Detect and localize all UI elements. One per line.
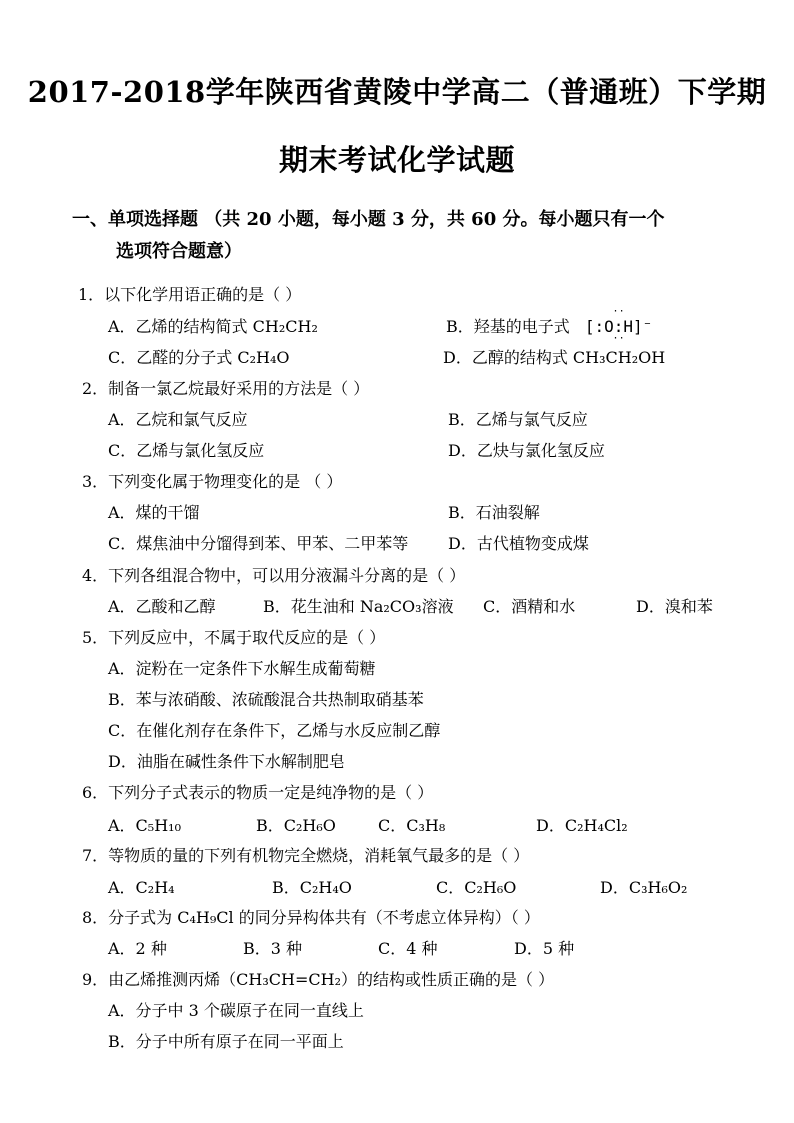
q7-option-d: D．C₃H₆O₂ <box>600 878 688 897</box>
q8-stem: 8．分子式为 C₄H₉Cl 的同分异构体共有（不考虑立体异构）（ ） <box>82 908 540 927</box>
q9-stem: 9．由乙烯推测丙烯（CH₃CH=CH₂）的结构或性质正确的是（ ） <box>82 970 555 989</box>
q4-option-c: C．酒精和水 <box>483 597 576 616</box>
q5-stem: 5．下列反应中，不属于取代反应的是（ ） <box>82 628 386 647</box>
q7-stem: 7．等物质的量的下列有机物完全燃烧，消耗氧气最多的是（ ） <box>82 846 530 865</box>
exam-title-line2: 期末考试化学试题 <box>278 143 515 177</box>
q4-option-b: B．花生油和 Na₂CO₃溶液 <box>263 597 454 616</box>
q9-option-b: B．分子中所有原子在同一平面上 <box>108 1032 344 1051</box>
q5-option-a: A．淀粉在一定条件下水解生成葡萄糖 <box>108 659 376 678</box>
q6-stem: 6．下列分子式表示的物质一定是纯净物的是（ ） <box>82 783 434 802</box>
q2-stem: 2．制备一氯乙烷最好采用的方法是（ ） <box>82 379 370 398</box>
q3-option-b: B．石油裂解 <box>448 503 540 522</box>
q4-stem: 4．下列各组混合物中，可以用分液漏斗分离的是（ ） <box>82 566 466 585</box>
q3-option-a: A．煤的干馏 <box>108 503 200 522</box>
q5-option-c: C．在催化剂存在条件下，乙烯与水反应制乙醇 <box>108 721 441 740</box>
q6-option-d: D．C₂H₄Cl₂ <box>536 816 628 835</box>
q1-option-c: C．乙醛的分子式 C₂H₄O <box>108 348 290 367</box>
section-heading <box>72 204 732 268</box>
q3-option-c: C．煤焦油中分馏得到苯、甲苯、二甲苯等 <box>108 534 409 553</box>
q9-option-a: A．分子中 3 个碳原子在同一直线上 <box>108 1001 364 1020</box>
q3-stem: 3．下列变化属于物理变化的是 （ ） <box>82 472 343 491</box>
q1-option-d: D．乙醇的结构式 CH₃CH₂OH <box>443 348 666 367</box>
q2-option-c: C．乙烯与氯化氢反应 <box>108 441 265 460</box>
lewis-dots-bottom: ·· <box>612 333 625 344</box>
q3-option-d: D．古代植物变成煤 <box>448 534 589 553</box>
q4-option-d: D．溴和苯 <box>636 597 713 616</box>
q7-option-a: A．C₂H₄ <box>108 878 175 897</box>
q8-option-b: B．3 种 <box>243 939 303 958</box>
section-heading-line1: 一、单项选择题 （共 20 小题，每小题 3 分，共 60 分。每小题只有一个 <box>72 209 665 230</box>
section-heading-line2: 选项符合题意） <box>116 241 242 262</box>
q6-option-a: A．C₅H₁₀ <box>108 816 181 835</box>
hydroxyl-electron-formula <box>584 306 653 344</box>
q1-option-a: A．乙烯的结构简式 CH₂CH₂ <box>108 317 318 336</box>
q6-option-c: C．C₃H₈ <box>378 816 446 835</box>
exam-title-line1: 2017-2018学年陕西省黄陵中学高二（普通班）下学期 <box>27 75 767 109</box>
q2-option-a: A．乙烷和氯气反应 <box>108 410 248 429</box>
lewis-formula: [:O:H]⁻ <box>584 317 653 336</box>
q2-option-b: B．乙烯与氯气反应 <box>448 410 588 429</box>
lewis-dots-top: ·· <box>612 306 625 317</box>
q4-option-a: A．乙酸和乙醇 <box>108 597 216 616</box>
q7-option-c: C．C₂H₆O <box>436 878 517 897</box>
q7-option-b: B．C₂H₄O <box>272 878 352 897</box>
q1-stem: 1．以下化学用语正确的是（ ） <box>78 285 302 304</box>
q1-option-b-label: B．羟基的电子式 <box>446 317 570 336</box>
q2-option-d: D．乙炔与氯化氢反应 <box>448 441 605 460</box>
q1-option-b <box>446 306 653 344</box>
q6-option-b: B．C₂H₆O <box>256 816 336 835</box>
q8-option-c: C．4 种 <box>378 939 438 958</box>
q5-option-d: D．油脂在碱性条件下水解制肥皂 <box>108 752 345 771</box>
q8-option-a: A．2 种 <box>108 939 167 958</box>
q5-option-b: B．苯与浓硝酸、浓硫酸混合共热制取硝基苯 <box>108 690 424 709</box>
q8-option-d: D．5 种 <box>514 939 575 958</box>
